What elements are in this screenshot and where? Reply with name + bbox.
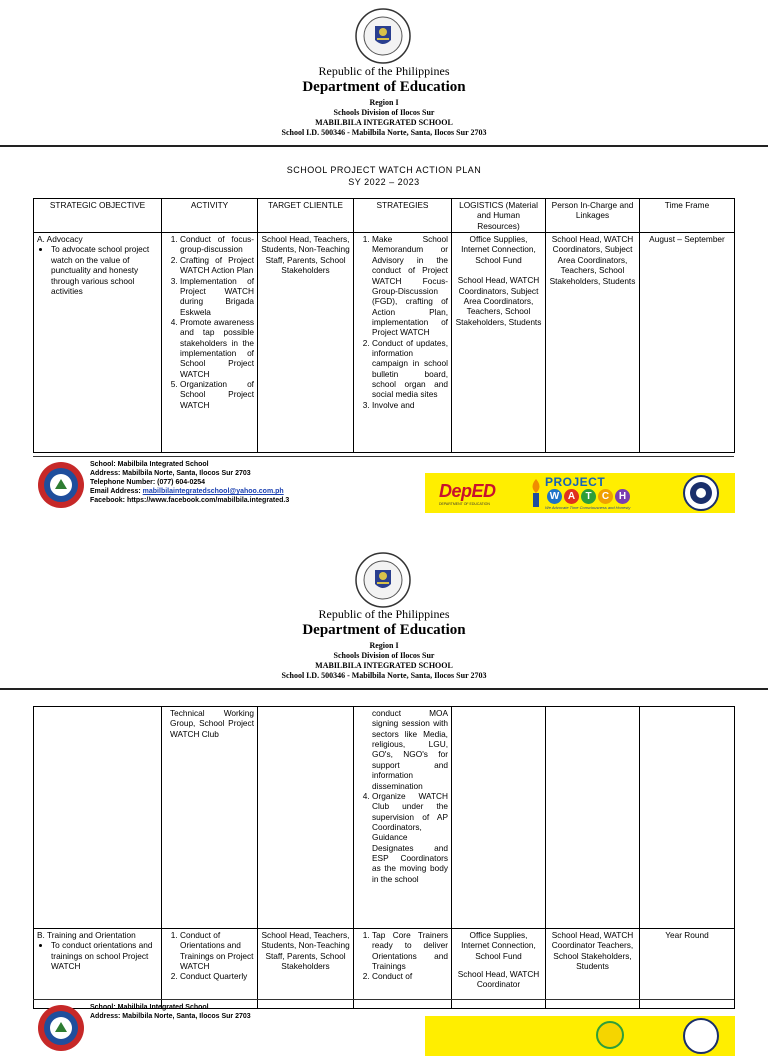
logistics-materials: Office Supplies, Internet Connection, School Fund xyxy=(461,930,536,961)
republic-line: Republic of the Philippines xyxy=(318,607,450,621)
objective-bullet: • To advocate school project watch on the value of punctuality and honesty through various school activities xyxy=(51,244,158,296)
action-plan-table-page2 xyxy=(33,706,735,1009)
table-row xyxy=(34,707,735,929)
strategy-item: 4. Organize WATCH Club under the supervision of AP Coordinators, Guidance Designates and ESP Coordinators as the moving body in the school xyxy=(372,791,448,884)
watch-letter: H xyxy=(615,489,630,504)
school-contact-info xyxy=(90,460,289,505)
table-row xyxy=(34,929,735,1009)
footer-telephone: Telephone Number: (077) 604-0254 xyxy=(90,479,206,486)
activity-item: 4. Promote awareness and tap possible stakeholders in the implementation of School Project WATCH xyxy=(180,317,254,379)
objective-title: B. Training and Orientation xyxy=(37,930,136,940)
deped-subtext: DEPARTMENT OF EDUCATION xyxy=(439,502,490,506)
republic-line: Republic of the Philippines xyxy=(318,64,450,78)
strategy-item: 2. Conduct of xyxy=(372,971,448,981)
table-row xyxy=(34,233,735,453)
footer-address: Address: Mabilbila Norte, Santa, Ilocos Sur 2703 xyxy=(90,1013,251,1020)
objective-cell xyxy=(34,929,162,1009)
department-title: Department of Education xyxy=(302,622,466,638)
person-in-charge-cell: School Head, WATCH Coordinator Teachers, School Stakeholders, Students xyxy=(546,929,640,1009)
header-rule xyxy=(0,688,768,690)
activity-item: 1. Conduct of focus-group-discussion xyxy=(180,234,254,255)
division-line: Schools Division of Ilocos Sur xyxy=(333,651,435,660)
objective-bullet: • To conduct orientations and trainings on school Project WATCH xyxy=(51,940,158,971)
activity-item: 1. Conduct of Orientations and Trainings on Project WATCH xyxy=(180,930,254,971)
division-seal-icon xyxy=(683,1018,719,1054)
col-header: STRATEGIC OBJECTIVE xyxy=(34,199,162,233)
objective-cell xyxy=(34,707,162,929)
strategy-item: 1. Tap Core Trainers ready to deliver Orientations and Trainings xyxy=(372,930,448,971)
project-watch-banner xyxy=(425,473,735,513)
watch-letter: C xyxy=(598,489,613,504)
activity-item: 2. Crafting of Project WATCH Action Plan xyxy=(180,255,254,276)
watch-letter: T xyxy=(581,489,596,504)
time-frame-cell xyxy=(640,707,735,929)
email-link[interactable]: mabilbilaintegratedschool@yahoo.com.ph xyxy=(142,488,284,495)
region-line: Region I xyxy=(369,641,399,650)
col-header: Time Frame xyxy=(640,199,735,233)
activity-item: 3. Implementation of Project WATCH during Brigada Eskwela xyxy=(180,276,254,317)
project-motto: We Advocate Time Consciousness and Honesty xyxy=(545,505,631,510)
deped-logo-text: DepED xyxy=(439,481,496,501)
torch-icon xyxy=(595,1020,625,1050)
document-page-2 xyxy=(0,545,768,1024)
logistics-cell xyxy=(452,929,546,1009)
logistics-human: School Head, WATCH Coordinators, Subject Area Coordinators, Teachers, School Stakeholders, Students xyxy=(455,275,542,327)
school-year: SY 2022 – 2023 xyxy=(348,177,420,187)
clientele-cell: School Head, Teachers, Students, Non-Teaching Staff, Parents, School Stakeholders xyxy=(258,233,354,453)
logistics-cell xyxy=(452,233,546,453)
header-rule xyxy=(0,145,768,147)
logistics-materials: Office Supplies, Internet Connection, School Fund xyxy=(461,234,536,265)
watch-letter: A xyxy=(564,489,579,504)
footer-email-label: Email Address: xyxy=(90,488,143,495)
school-name: MABILBILA INTEGRATED SCHOOL xyxy=(315,118,453,127)
person-in-charge-cell: School Head, WATCH Coordinators, Subject Area Coordinators, Teachers, School Stakeholders, Students xyxy=(546,233,640,453)
department-title: Department of Education xyxy=(302,79,466,95)
strategies-cell xyxy=(354,929,452,1009)
school-id-line: School I.D. 500346 - Mabilbila Norte, Santa, Ilocos Sur 2703 xyxy=(281,128,487,137)
deped-seal-icon xyxy=(355,8,411,64)
col-header: ACTIVITY xyxy=(162,199,258,233)
letterhead-footer xyxy=(33,456,734,520)
table-header-row xyxy=(34,199,735,233)
person-in-charge-cell xyxy=(546,707,640,929)
strategies-cell xyxy=(354,707,452,929)
school-id-line: School I.D. 500346 - Mabilbila Norte, Santa, Ilocos Sur 2703 xyxy=(281,671,487,680)
logistics-human: School Head, WATCH Coordinator xyxy=(457,969,540,990)
division-seal-icon xyxy=(683,475,719,511)
footer-address: Address: Mabilbila Norte, Santa, Ilocos Sur 2703 xyxy=(90,470,251,477)
col-header: TARGET CLIENTLE xyxy=(258,199,354,233)
time-frame-cell: August – September xyxy=(640,233,735,453)
school-name: MABILBILA INTEGRATED SCHOOL xyxy=(315,661,453,670)
activity-cell xyxy=(162,929,258,1009)
division-line: Schools Division of Ilocos Sur xyxy=(333,108,435,117)
clientele-cell: School Head, Teachers, Students, Non-Teaching Staff, Parents, School Stakeholders xyxy=(258,929,354,1009)
deped-seal-icon xyxy=(355,552,411,608)
action-plan-title: SCHOOL PROJECT WATCH ACTION PLAN xyxy=(286,165,482,175)
strategy-item: 3. Involve and xyxy=(372,400,448,410)
action-plan-table-page1 xyxy=(33,198,735,453)
footer-school: School: Mabilbila Integrated School xyxy=(90,1004,209,1011)
watch-letter: W xyxy=(547,489,562,504)
school-logo-icon xyxy=(37,461,85,509)
footer-school: School: Mabilbila Integrated School xyxy=(90,461,209,468)
activity-cell xyxy=(162,233,258,453)
letterhead-footer xyxy=(33,999,734,1063)
clientele-cell xyxy=(258,707,354,929)
project-label: PROJECT xyxy=(545,475,606,489)
project-watch-banner xyxy=(425,1016,735,1056)
school-logo-icon xyxy=(37,1004,85,1052)
activity-item: 2. Conduct Quarterly xyxy=(180,971,254,981)
objective-title: A. Advocacy xyxy=(37,234,83,245)
strategy-item: 2. Conduct of updates, information campaign in school bulletin board, school organ and social media sites xyxy=(372,338,448,400)
strategy-item: 1. Make School Memorandum or Advisory in the conduct of Project WATCH Focus-Group-Discussion (FGD), crafting of Action Plan, implementation of Project WATCH xyxy=(372,234,448,338)
strategies-cell xyxy=(354,233,452,453)
col-header: LOGISTICS (Material and Human Resources) xyxy=(452,199,546,233)
logistics-cell xyxy=(452,707,546,929)
school-contact-info xyxy=(90,1003,251,1021)
strategy-continuation: conduct MOA signing session with sectors like Media, religious, LGU, GO's, NGO's for support and information dissemination xyxy=(372,708,448,791)
footer-facebook: Facebook: https://www.facebook.com/mabilbila.integrated.3 xyxy=(90,497,290,504)
col-header: STRATEGIES xyxy=(354,199,452,233)
objective-cell xyxy=(34,233,162,453)
activity-item: 5. Organization of School Project WATCH xyxy=(180,379,254,410)
col-header: Person In-Charge and Linkages xyxy=(546,199,640,233)
document-page-1 xyxy=(0,0,768,530)
activity-cell: Technical Working Group, School Project WATCH Club xyxy=(162,707,258,929)
time-frame-cell: Year Round xyxy=(640,929,735,1009)
watch-letters xyxy=(547,489,630,504)
region-line: Region I xyxy=(369,98,399,107)
